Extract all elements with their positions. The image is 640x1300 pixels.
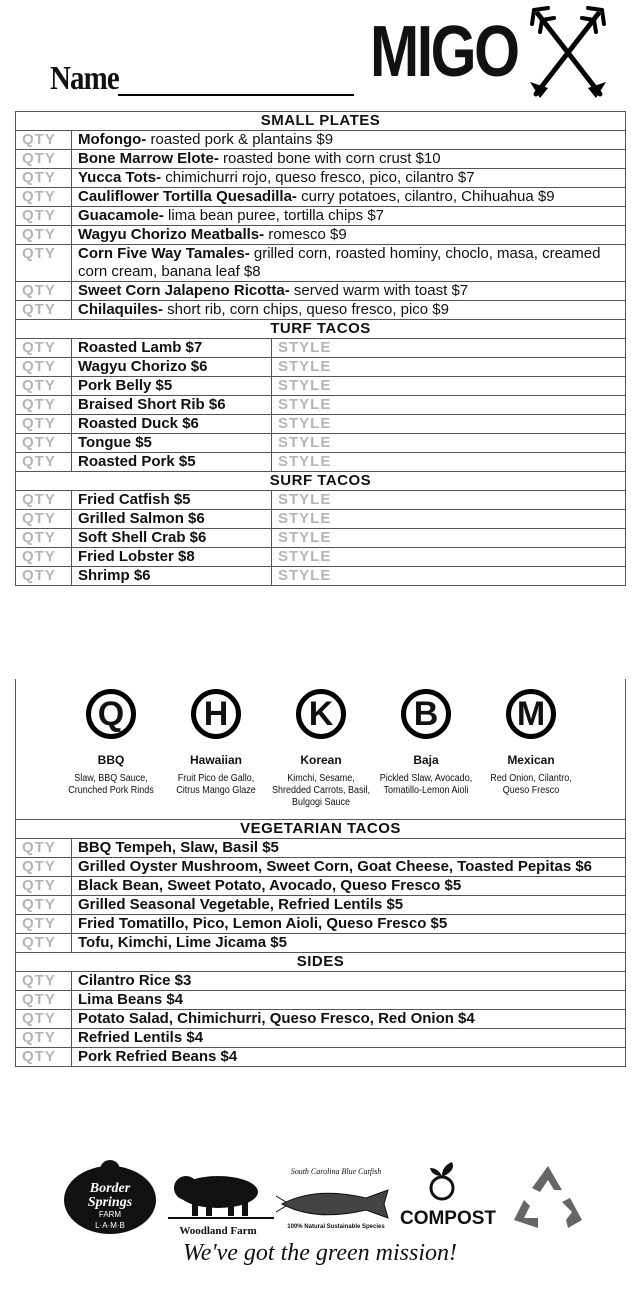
style-description: Slaw, BBQ Sauce, Crunched Pork Rinds bbox=[68, 773, 154, 796]
small-plates-list bbox=[16, 131, 626, 320]
taco-row bbox=[16, 453, 626, 472]
item-name: Sweet Corn Jalapeno Ricotta- bbox=[78, 282, 290, 299]
crossed-arrows-icon bbox=[526, 4, 610, 104]
taco-name: Roasted Pork $5 bbox=[72, 453, 272, 472]
menu-item: Tofu, Kimchi, Lime Jicama $5 bbox=[72, 934, 626, 953]
style-letter-icon: K bbox=[296, 689, 346, 739]
menu-item-row bbox=[16, 1048, 626, 1067]
taco-style-korean bbox=[266, 689, 376, 809]
menu-item-row bbox=[16, 245, 626, 282]
qty-box[interactable]: QTY bbox=[16, 972, 72, 991]
menu-item-row bbox=[16, 972, 626, 991]
menu-item: Cilantro Rice $3 bbox=[72, 972, 626, 991]
qty-box[interactable]: QTY bbox=[16, 877, 72, 896]
item-description: chimichurri rojo, queso fresco, pico, cilantro $7 bbox=[161, 169, 475, 186]
woodland-farm-text: Woodland Farm bbox=[179, 1225, 257, 1237]
taco-row bbox=[16, 434, 626, 453]
menu-item: Lima Beans $4 bbox=[72, 991, 626, 1010]
qty-box[interactable]: QTY bbox=[16, 1029, 72, 1048]
menu-item-row bbox=[16, 188, 626, 207]
menu-item bbox=[72, 245, 626, 282]
surf-tacos-list bbox=[16, 491, 626, 586]
style-box[interactable]: STYLE bbox=[272, 548, 626, 567]
taco-name: Braised Short Rib $6 bbox=[72, 396, 272, 415]
menu-item: Refried Lentils $4 bbox=[72, 1029, 626, 1048]
compost-text: COMPOST bbox=[399, 1208, 497, 1229]
taco-row bbox=[16, 491, 626, 510]
style-letter-icon: M bbox=[506, 689, 556, 739]
menu-item-row bbox=[16, 877, 626, 896]
menu-item bbox=[72, 131, 626, 150]
name-label: Name bbox=[50, 60, 119, 97]
style-box[interactable]: STYLE bbox=[272, 339, 626, 358]
menu-item-row bbox=[16, 131, 626, 150]
taco-row bbox=[16, 377, 626, 396]
item-name: Wagyu Chorizo Meatballs- bbox=[78, 226, 265, 243]
menu-item bbox=[72, 282, 626, 301]
style-box[interactable]: STYLE bbox=[272, 358, 626, 377]
item-name: Corn Five Way Tamales- bbox=[78, 245, 250, 262]
qty-box[interactable]: QTY bbox=[16, 169, 72, 188]
border-springs-line1: Border bbox=[89, 1181, 131, 1196]
menu-item-row bbox=[16, 934, 626, 953]
section-title-sides: SIDES bbox=[16, 953, 626, 972]
catfish-title-text: South Carolina Blue Catfish bbox=[290, 1167, 382, 1176]
style-box[interactable]: STYLE bbox=[272, 434, 626, 453]
item-name: Mofongo- bbox=[78, 131, 147, 148]
style-letter-icon: Q bbox=[86, 689, 136, 739]
style-box[interactable]: STYLE bbox=[272, 377, 626, 396]
vegetarian-tacos-list bbox=[16, 839, 626, 953]
menu-item bbox=[72, 301, 626, 320]
menu-item-row bbox=[16, 1029, 626, 1048]
item-description: lima bean puree, tortilla chips $7 bbox=[163, 207, 384, 224]
style-box[interactable]: STYLE bbox=[272, 510, 626, 529]
name-line bbox=[118, 94, 354, 96]
taco-style-bbq bbox=[56, 689, 166, 797]
menu-item-row bbox=[16, 207, 626, 226]
menu-item-row bbox=[16, 282, 626, 301]
menu-table-lower bbox=[15, 819, 626, 1067]
taco-styles-legend bbox=[15, 679, 626, 819]
taco-row bbox=[16, 548, 626, 567]
qty-box[interactable]: QTY bbox=[16, 453, 72, 472]
menu-item-row bbox=[16, 150, 626, 169]
turf-tacos-list bbox=[16, 339, 626, 472]
menu-item: Fried Tomatillo, Pico, Lemon Aioli, Queso Fresco $5 bbox=[72, 915, 626, 934]
taco-row bbox=[16, 358, 626, 377]
menu-item-row bbox=[16, 169, 626, 188]
taco-name: Wagyu Chorizo $6 bbox=[72, 358, 272, 377]
border-springs-farm-logo bbox=[58, 1156, 162, 1236]
qty-box[interactable]: QTY bbox=[16, 510, 72, 529]
taco-row bbox=[16, 510, 626, 529]
qty-box[interactable]: QTY bbox=[16, 207, 72, 226]
item-name: Chilaquiles- bbox=[78, 301, 164, 318]
qty-box[interactable]: QTY bbox=[16, 226, 72, 245]
section-title-vegetarian-tacos: VEGETARIAN TACOS bbox=[16, 820, 626, 839]
qty-box[interactable]: QTY bbox=[16, 858, 72, 877]
taco-name: Roasted Duck $6 bbox=[72, 415, 272, 434]
style-letter-icon: B bbox=[401, 689, 451, 739]
green-mission-tagline: We've got the green mission! bbox=[183, 1240, 457, 1266]
qty-box[interactable]: QTY bbox=[16, 1048, 72, 1067]
menu-item bbox=[72, 150, 626, 169]
menu-item-row bbox=[16, 858, 626, 877]
item-description: romesco $9 bbox=[264, 226, 347, 243]
style-name: BBQ bbox=[97, 753, 125, 767]
qty-box[interactable]: QTY bbox=[16, 915, 72, 934]
restaurant-logo: MIGO bbox=[370, 12, 518, 92]
menu-item: Grilled Oyster Mushroom, Sweet Corn, Goat Cheese, Toasted Pepitas $6 bbox=[72, 858, 626, 877]
qty-box[interactable]: QTY bbox=[16, 548, 72, 567]
qty-box[interactable]: QTY bbox=[16, 396, 72, 415]
taco-name: Soft Shell Crab $6 bbox=[72, 529, 272, 548]
taco-name: Fried Lobster $8 bbox=[72, 548, 272, 567]
border-springs-line4: L·A·M·B bbox=[95, 1221, 125, 1230]
item-description: roasted pork & plantains $9 bbox=[146, 131, 334, 148]
taco-style-mexican bbox=[476, 689, 586, 797]
style-box[interactable]: STYLE bbox=[272, 415, 626, 434]
menu-table-upper bbox=[15, 111, 626, 586]
qty-box[interactable]: QTY bbox=[16, 839, 72, 858]
recycle-icon bbox=[510, 1162, 586, 1232]
taco-style-hawaiian bbox=[161, 689, 271, 797]
qty-box[interactable]: QTY bbox=[16, 1010, 72, 1029]
footer-logos bbox=[0, 1150, 640, 1300]
qty-box[interactable]: QTY bbox=[16, 150, 72, 169]
item-description: grilled corn, roasted hominy, choclo, masa, creamed corn cream, banana leaf $8 bbox=[78, 245, 601, 280]
menu-item: Black Bean, Sweet Potato, Avocado, Queso Fresco $5 bbox=[72, 877, 626, 896]
item-description: served warm with toast $7 bbox=[289, 282, 469, 299]
menu-item bbox=[72, 188, 626, 207]
style-box[interactable]: STYLE bbox=[272, 453, 626, 472]
qty-box[interactable]: QTY bbox=[16, 282, 72, 301]
section-title-small-plates: SMALL PLATES bbox=[16, 112, 626, 131]
style-box[interactable]: STYLE bbox=[272, 567, 626, 586]
section-title-turf-tacos: TURF TACOS bbox=[16, 320, 626, 339]
menu-item: Pork Refried Beans $4 bbox=[72, 1048, 626, 1067]
qty-box[interactable]: QTY bbox=[16, 377, 72, 396]
menu-item-row bbox=[16, 915, 626, 934]
border-springs-line3: FARM bbox=[98, 1210, 122, 1219]
item-description: curry potatoes, cilantro, Chihuahua $9 bbox=[296, 188, 555, 205]
taco-row bbox=[16, 567, 626, 586]
taco-name: Pork Belly $5 bbox=[72, 377, 272, 396]
item-name: Yucca Tots- bbox=[78, 169, 162, 186]
style-box[interactable]: STYLE bbox=[272, 396, 626, 415]
style-name: Baja bbox=[413, 753, 439, 767]
style-letter-icon: H bbox=[191, 689, 241, 739]
menu-item: Grilled Seasonal Vegetable, Refried Lentils $5 bbox=[72, 896, 626, 915]
style-name: Korean bbox=[300, 753, 342, 767]
qty-box[interactable]: QTY bbox=[16, 188, 72, 207]
qty-box[interactable]: QTY bbox=[16, 491, 72, 510]
item-name: Cauliflower Tortilla Quesadilla- bbox=[78, 188, 297, 205]
taco-row bbox=[16, 339, 626, 358]
style-description: Pickled Slaw, Avocado, Tomatillo-Lemon Aioli bbox=[379, 773, 473, 796]
menu-item bbox=[72, 226, 626, 245]
taco-row bbox=[16, 415, 626, 434]
qty-box[interactable]: QTY bbox=[16, 896, 72, 915]
taco-row bbox=[16, 529, 626, 548]
woodland-farm-logo bbox=[166, 1162, 276, 1242]
qty-box[interactable]: QTY bbox=[16, 415, 72, 434]
style-description: Fruit Pico de Gallo, Citrus Mango Glaze bbox=[176, 773, 256, 796]
menu-item-row bbox=[16, 226, 626, 245]
compost-logo bbox=[398, 1156, 508, 1236]
menu-item: Potato Salad, Chimichurri, Queso Fresco, Red Onion $4 bbox=[72, 1010, 626, 1029]
qty-box[interactable]: QTY bbox=[16, 434, 72, 453]
item-description: short rib, corn chips, queso fresco, pico $9 bbox=[163, 301, 449, 318]
menu-item bbox=[72, 169, 626, 188]
item-name: Bone Marrow Elote- bbox=[78, 150, 219, 167]
style-box[interactable]: STYLE bbox=[272, 529, 626, 548]
taco-name: Tongue $5 bbox=[72, 434, 272, 453]
menu-item: BBQ Tempeh, Slaw, Basil $5 bbox=[72, 839, 626, 858]
sides-list bbox=[16, 972, 626, 1067]
menu-item-row bbox=[16, 991, 626, 1010]
style-name: Hawaiian bbox=[189, 753, 243, 767]
qty-box[interactable]: QTY bbox=[16, 131, 72, 150]
menu-item-row bbox=[16, 1010, 626, 1029]
taco-name: Shrimp $6 bbox=[72, 567, 272, 586]
catfish-sub-text: 100% Natural Sustainable Species bbox=[287, 1224, 385, 1230]
taco-style-baja bbox=[371, 689, 481, 797]
qty-box[interactable]: QTY bbox=[16, 301, 72, 320]
qty-box[interactable]: QTY bbox=[16, 245, 72, 282]
menu-header bbox=[0, 0, 640, 108]
item-name: Guacamole- bbox=[78, 207, 164, 224]
section-title-surf-tacos: SURF TACOS bbox=[16, 472, 626, 491]
menu-item-row bbox=[16, 301, 626, 320]
qty-box[interactable]: QTY bbox=[16, 567, 72, 586]
menu-item bbox=[72, 207, 626, 226]
qty-box[interactable]: QTY bbox=[16, 339, 72, 358]
style-name: Mexican bbox=[507, 753, 555, 767]
style-box[interactable]: STYLE bbox=[272, 491, 626, 510]
border-springs-line2: Springs bbox=[87, 1195, 133, 1210]
taco-row bbox=[16, 396, 626, 415]
item-description: roasted bone with corn crust $10 bbox=[218, 150, 441, 167]
qty-box[interactable]: QTY bbox=[16, 529, 72, 548]
menu-item-row bbox=[16, 896, 626, 915]
qty-box[interactable]: QTY bbox=[16, 991, 72, 1010]
style-description: Red Onion, Cilantro, Queso Fresco bbox=[490, 773, 572, 796]
style-description: Kimchi, Sesame, Shredded Carrots, Basil, Bulgogi Sauce bbox=[271, 773, 371, 808]
sc-blue-catfish-logo bbox=[276, 1164, 396, 1244]
menu-item-row bbox=[16, 839, 626, 858]
taco-name: Fried Catfish $5 bbox=[72, 491, 272, 510]
taco-name: Roasted Lamb $7 bbox=[72, 339, 272, 358]
taco-name: Grilled Salmon $6 bbox=[72, 510, 272, 529]
qty-box[interactable]: QTY bbox=[16, 934, 72, 953]
qty-box[interactable]: QTY bbox=[16, 358, 72, 377]
